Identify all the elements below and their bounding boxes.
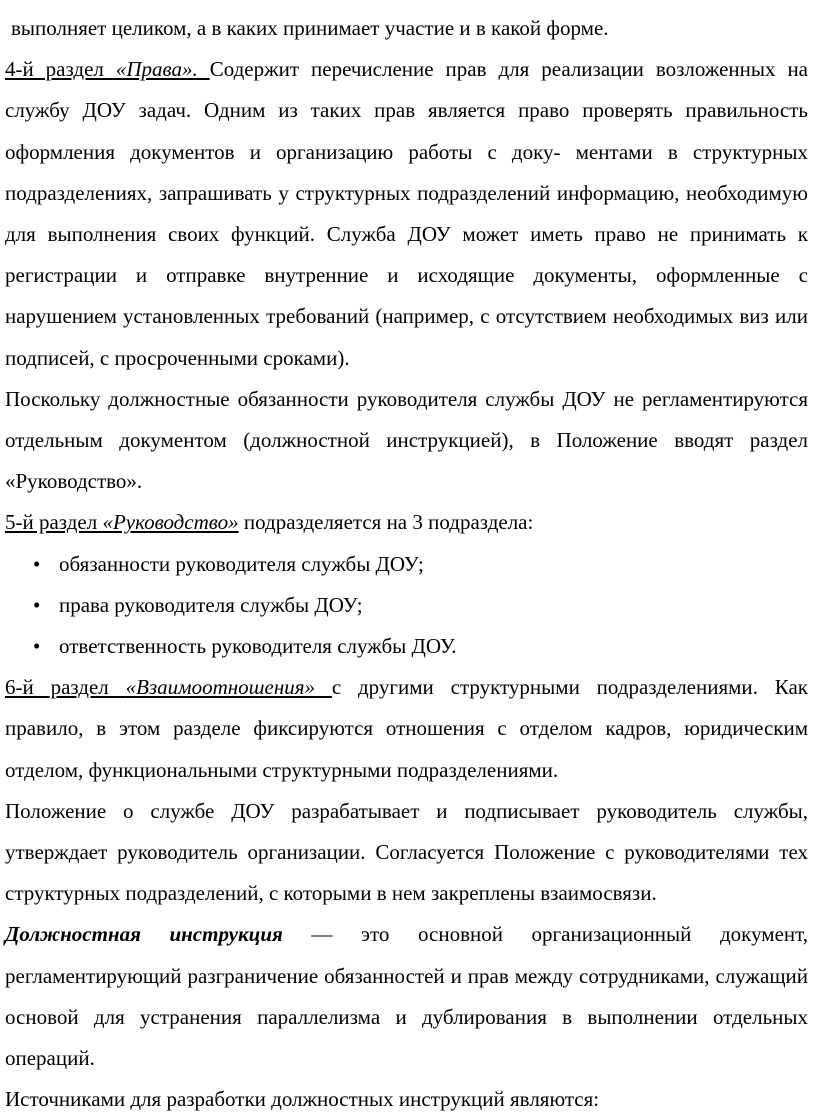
section-5-title: «Руководство» [102, 510, 239, 535]
list-item-text: обязанности руководителя службы ДОУ; [59, 551, 424, 576]
paragraph-continuation: выполняет целиком, а в каких принимает участие и в какой форме. [11, 16, 609, 40]
section-5-label: 5-й раздел [5, 510, 103, 535]
section-4-paragraph [5, 49, 808, 379]
subsection-list [5, 544, 808, 668]
section-6-text: с другими структурными подразделениями. Как правило, в этом разделе фиксируются отношения с отделом кадров, юридическим отделом, функциональными структурными подразделениями. [5, 675, 809, 782]
bullet-icon: • [33, 551, 41, 576]
list-item-text: права руководителя службы ДОУ; [59, 592, 363, 617]
manager-paragraph: Поскольку должностные обязанности руководителя службы ДОУ не регламентируются отдельным документом (должностной инструкцией), в Положение вводят раздел «Руководство». [5, 386, 808, 494]
sources-paragraph: Источниками для разработки должностных инструкций являются: [5, 1087, 600, 1112]
job-description-term: Должностная инструкция [5, 922, 283, 947]
list-item [33, 544, 808, 585]
section-5-paragraph [5, 502, 808, 543]
bullet-icon: • [33, 592, 41, 617]
job-description-text: — это основной организационный документ, регламентирующий разграничение обязанностей и прав между сотрудниками, служащий основой для устранения параллелизма и дублирования в выполнении отдельных операций. [5, 922, 808, 1071]
section-5-text: подразделяется на 3 подраздела: [238, 510, 534, 535]
list-item [33, 626, 808, 667]
section-4-title: «Права». [115, 57, 210, 82]
bullet-icon: • [33, 634, 41, 659]
section-4-label: 4-й раздел [5, 57, 116, 82]
list-item [33, 585, 808, 626]
section-6-label: 6-й раздел [5, 675, 126, 700]
section-4-text: Содержит перечисление прав для реализации возложенных на службу ДОУ задач. Одним из таких прав является право проверять правильность оформления документов и организацию работы с доку- ментами в структурных подразделениях, запрашивать у структурных подразделений информацию, необходимую для выполнения своих функций. Служба ДОУ может иметь право не принимать к регистрации и отправке внутренние и исходящие документы, оформленные с нарушением установленных требований (например, с отсутствием необходимых виз или подписей, с просроченными сроками). [5, 57, 809, 370]
list-item-text: ответственность руководителя службы ДОУ. [59, 634, 457, 659]
approval-paragraph: Положение о службе ДОУ разрабатывает и подписывает руководитель службы, утверждает руководитель организации. Согласуется Положение с руководителями тех структурных подразделений, с которыми в нем закреплены взаимосвязи. [5, 798, 808, 906]
section-6-paragraph [5, 667, 808, 791]
section-6-title: «Взаимоотношения» [125, 675, 332, 700]
job-description-paragraph [5, 914, 808, 1079]
